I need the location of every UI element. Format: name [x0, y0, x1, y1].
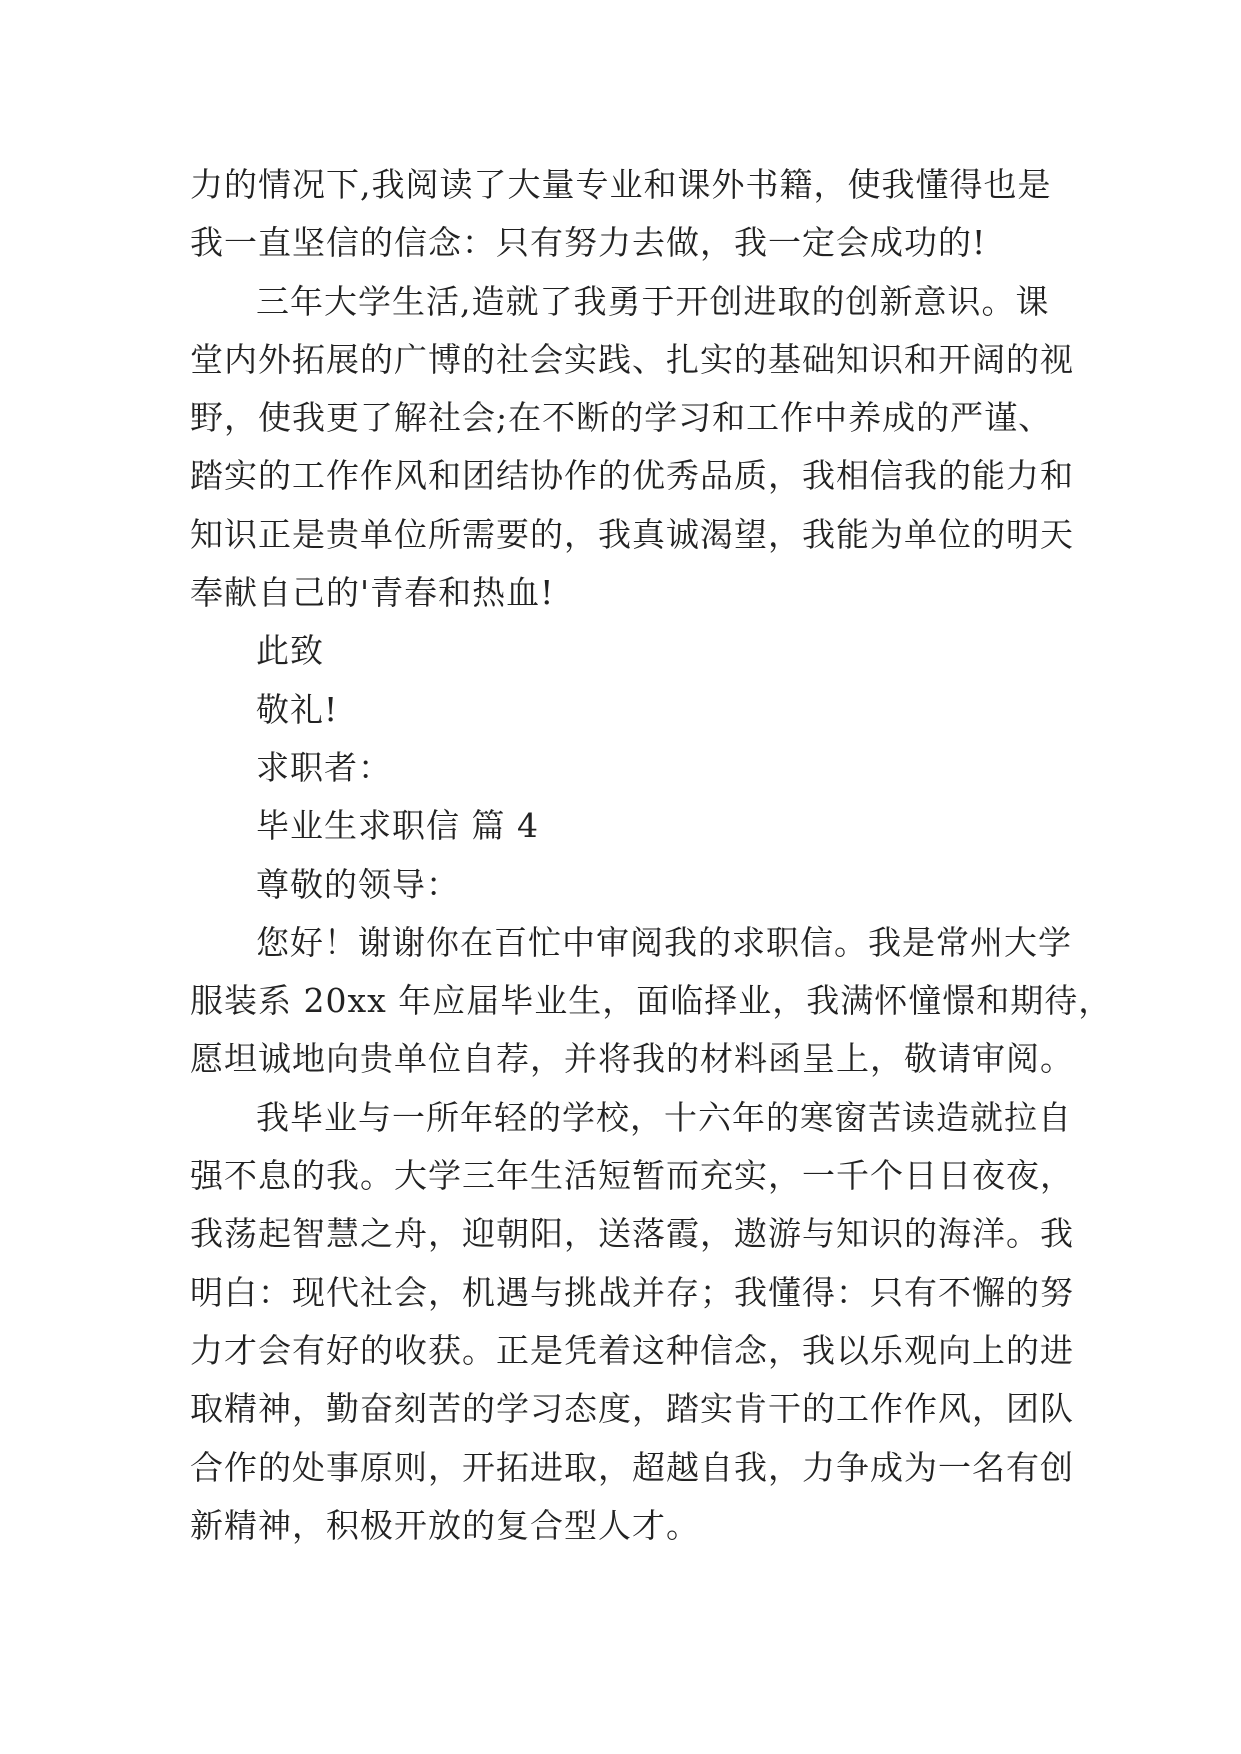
text-line: 取精神，勤奋刻苦的学习态度，踏实肯干的工作作风，团队 — [190, 1389, 1074, 1429]
text-line: 三年大学生活,造就了我勇于开创进取的创新意识。课 — [256, 281, 1050, 321]
text-line: 野，使我更了解社会;在不断的学习和工作中养成的严谨、 — [190, 398, 1053, 438]
text-line: 知识正是贵单位所需要的，我真诚渴望，我能为单位的明天 — [190, 514, 1074, 554]
text-line: 毕业生求职信 篇 4 — [256, 806, 539, 846]
text-line: 此致 — [256, 631, 324, 671]
text-line: 强不息的我。大学三年生活短暂而充实，一千个日日夜夜， — [190, 1156, 1074, 1196]
text-line: 奉献自己的'青春和热血! — [190, 573, 555, 613]
text-line: 力的情况下,我阅读了大量专业和课外书籍，使我懂得也是 — [190, 165, 1052, 204]
text-line: 踏实的工作作风和团结协作的优秀品质，我相信我的能力和 — [190, 456, 1074, 496]
text-line: 服装系 20xx 年应届毕业生，面临择业，我满怀憧憬和期待， — [190, 981, 1113, 1021]
document-body — [190, 156, 1113, 1555]
text-line: 我毕业与一所年轻的学校，十六年的寒窗苦读造就拉自 — [256, 1097, 1072, 1137]
text-line: 力才会有好的收获。正是凭着这种信念，我以乐观向上的进 — [190, 1330, 1074, 1370]
text-line: 合作的处事原则，开拓进取，超越自我，力争成为一名有创 — [190, 1447, 1074, 1487]
text-line: 我荡起智慧之舟，迎朝阳，送落霞，遨游与知识的海洋。我 — [190, 1214, 1074, 1254]
text-line: 您好！谢谢你在百忙中审阅我的求职信。我是常州大学 — [256, 922, 1072, 962]
text-line: 求职者： — [256, 747, 392, 787]
text-line: 堂内外拓展的广博的社会实践、扎实的基础知识和开阔的视 — [190, 339, 1074, 379]
text-line: 敬礼! — [256, 689, 339, 729]
text-line: 愿坦诚地向贵单位自荐，并将我的材料函呈上，敬请审阅。 — [190, 1039, 1074, 1079]
text-line: 我一直坚信的信念：只有努力去做，我一定会成功的! — [190, 223, 987, 263]
text-line: 新精神，积极开放的复合型人才。 — [190, 1505, 700, 1545]
text-line: 明白：现代社会，机遇与挑战并存；我懂得：只有不懈的努 — [190, 1272, 1074, 1312]
text-line: 尊敬的领导： — [256, 864, 460, 904]
